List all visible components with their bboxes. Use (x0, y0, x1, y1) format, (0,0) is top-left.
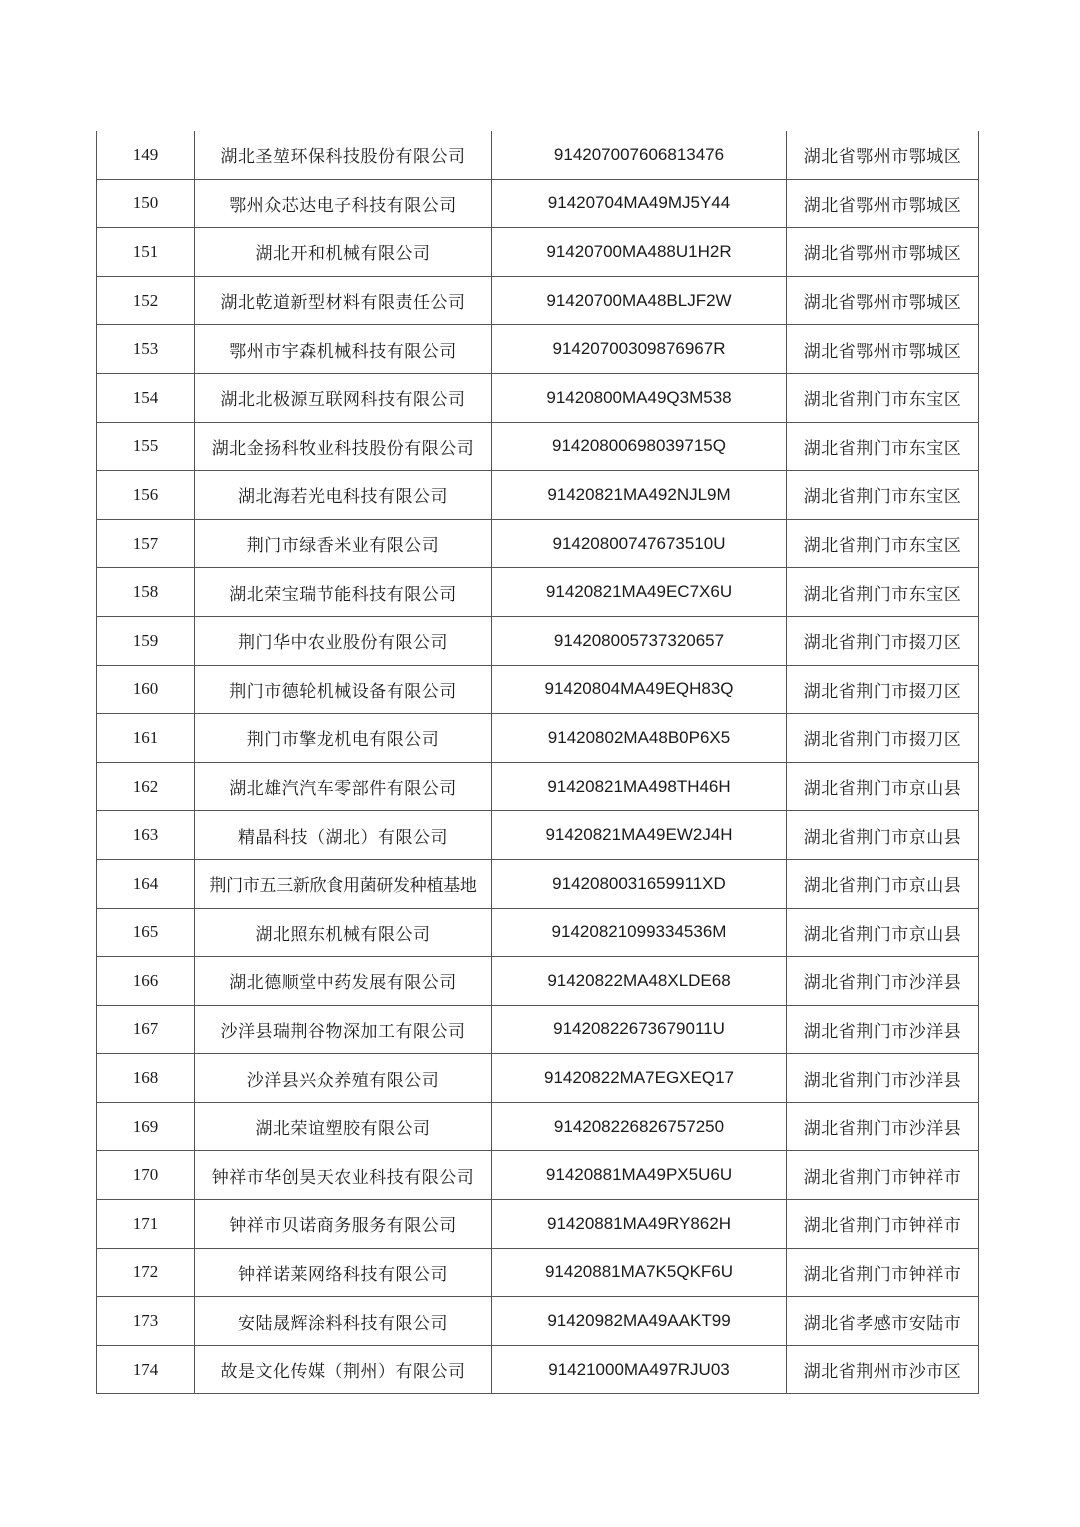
table-row (97, 1151, 979, 1200)
region-cell: 湖北省荆门市沙洋县 (787, 1005, 979, 1054)
region-cell: 湖北省荆门市京山县 (787, 908, 979, 957)
credit-code-cell: 91420881MA49PX5U6U (492, 1151, 787, 1200)
company-name-cell: 故是文化传媒（荆州）有限公司 (195, 1345, 492, 1394)
credit-code-cell: 91421000MA497RJU03 (492, 1345, 787, 1394)
company-name-cell: 荆门市绿香米业有限公司 (195, 519, 492, 568)
company-name-cell: 精晶科技（湖北）有限公司 (195, 811, 492, 860)
table-row (97, 276, 979, 325)
row-number-cell: 161 (97, 714, 195, 763)
credit-code-cell: 91420822673679011U (492, 1005, 787, 1054)
region-cell: 湖北省荆门市东宝区 (787, 519, 979, 568)
region-cell: 湖北省鄂州市鄂城区 (787, 228, 979, 277)
table-row (97, 1005, 979, 1054)
region-cell: 湖北省荆门市东宝区 (787, 568, 979, 617)
credit-code-cell: 91420822MA7EGXEQ17 (492, 1054, 787, 1103)
table-row (97, 228, 979, 277)
row-number-cell: 153 (97, 325, 195, 374)
company-name-cell: 沙洋县瑞荆谷物深加工有限公司 (195, 1005, 492, 1054)
region-cell: 湖北省荆门市掇刀区 (787, 616, 979, 665)
region-cell: 湖北省鄂州市鄂城区 (787, 276, 979, 325)
credit-code-cell: 91420700MA48BLJF2W (492, 276, 787, 325)
table-row (97, 1200, 979, 1249)
row-number-cell: 168 (97, 1054, 195, 1103)
company-name-cell: 荆门市德轮机械设备有限公司 (195, 665, 492, 714)
credit-code-cell: 91420822MA48XLDE68 (492, 957, 787, 1006)
region-cell: 湖北省荆门市掇刀区 (787, 714, 979, 763)
region-cell: 湖北省荆门市沙洋县 (787, 1102, 979, 1151)
company-name-cell: 钟祥市贝诺商务服务有限公司 (195, 1200, 492, 1249)
credit-code-cell: 91420704MA49MJ5Y44 (492, 179, 787, 228)
company-name-cell: 湖北雄汽汽车零部件有限公司 (195, 762, 492, 811)
row-number-cell: 169 (97, 1102, 195, 1151)
row-number-cell: 152 (97, 276, 195, 325)
row-number-cell: 162 (97, 762, 195, 811)
credit-code-cell: 91420821MA49EC7X6U (492, 568, 787, 617)
credit-code-cell: 91420821MA492NJL9M (492, 471, 787, 520)
table-row (97, 714, 979, 763)
table-row (97, 957, 979, 1006)
company-name-cell: 湖北海若光电科技有限公司 (195, 471, 492, 520)
credit-code-cell: 91420800747673510U (492, 519, 787, 568)
company-name-cell: 湖北荣宝瑞节能科技有限公司 (195, 568, 492, 617)
region-cell: 湖北省鄂州市鄂城区 (787, 179, 979, 228)
row-number-cell: 159 (97, 616, 195, 665)
company-list-table (96, 131, 979, 1394)
table-row (97, 811, 979, 860)
row-number-cell: 158 (97, 568, 195, 617)
region-cell: 湖北省荆门市沙洋县 (787, 957, 979, 1006)
table-row (97, 373, 979, 422)
table-row (97, 422, 979, 471)
region-cell: 湖北省荆门市东宝区 (787, 471, 979, 520)
row-number-cell: 166 (97, 957, 195, 1006)
company-name-cell: 钟祥市华创昊天农业科技有限公司 (195, 1151, 492, 1200)
company-name-cell: 荆门市五三新欣食用菌研发种植基地 (195, 859, 492, 908)
credit-code-cell: 91420804MA49EQH83Q (492, 665, 787, 714)
table-row (97, 665, 979, 714)
credit-code-cell: 914207007606813476 (492, 131, 787, 179)
row-number-cell: 164 (97, 859, 195, 908)
table-row (97, 179, 979, 228)
company-name-cell: 荆门市擎龙机电有限公司 (195, 714, 492, 763)
credit-code-cell: 91420881MA49RY862H (492, 1200, 787, 1249)
row-number-cell: 171 (97, 1200, 195, 1249)
company-name-cell: 荆门华中农业股份有限公司 (195, 616, 492, 665)
table-row (97, 325, 979, 374)
row-number-cell: 150 (97, 179, 195, 228)
credit-code-cell: 91420881MA7K5QKF6U (492, 1248, 787, 1297)
credit-code-cell: 91420821MA498TH46H (492, 762, 787, 811)
credit-code-cell: 91420800MA49Q3M538 (492, 373, 787, 422)
company-name-cell: 钟祥诺莱网络科技有限公司 (195, 1248, 492, 1297)
region-cell: 湖北省荆门市京山县 (787, 811, 979, 860)
credit-code-cell: 91420982MA49AAKT99 (492, 1297, 787, 1346)
credit-code-cell: 91420800698039715Q (492, 422, 787, 471)
table-row (97, 762, 979, 811)
credit-code-cell: 91420700309876967R (492, 325, 787, 374)
company-name-cell: 沙洋县兴众养殖有限公司 (195, 1054, 492, 1103)
row-number-cell: 163 (97, 811, 195, 860)
company-name-cell: 湖北北极源互联网科技有限公司 (195, 373, 492, 422)
table-row (97, 1345, 979, 1394)
row-number-cell: 173 (97, 1297, 195, 1346)
region-cell: 湖北省荆门市钟祥市 (787, 1151, 979, 1200)
table-row (97, 471, 979, 520)
company-name-cell: 湖北乾道新型材料有限责任公司 (195, 276, 492, 325)
credit-code-cell: 914208226826757250 (492, 1102, 787, 1151)
row-number-cell: 149 (97, 131, 195, 179)
table-row (97, 1102, 979, 1151)
row-number-cell: 172 (97, 1248, 195, 1297)
region-cell: 湖北省孝感市安陆市 (787, 1297, 979, 1346)
company-name-cell: 湖北金扬科牧业科技股份有限公司 (195, 422, 492, 471)
table-row (97, 568, 979, 617)
table-body (97, 131, 979, 1394)
region-cell: 湖北省荆州市沙市区 (787, 1345, 979, 1394)
company-name-cell: 湖北照东机械有限公司 (195, 908, 492, 957)
region-cell: 湖北省荆门市掇刀区 (787, 665, 979, 714)
table-row (97, 908, 979, 957)
company-name-cell: 湖北荣谊塑胶有限公司 (195, 1102, 492, 1151)
region-cell: 湖北省鄂州市鄂城区 (787, 131, 979, 179)
region-cell: 湖北省荆门市沙洋县 (787, 1054, 979, 1103)
credit-code-cell: 91420802MA48B0P6X5 (492, 714, 787, 763)
row-number-cell: 167 (97, 1005, 195, 1054)
company-name-cell: 湖北开和机械有限公司 (195, 228, 492, 277)
table-row (97, 519, 979, 568)
company-name-cell: 湖北圣堃环保科技股份有限公司 (195, 131, 492, 179)
company-name-cell: 鄂州众芯达电子科技有限公司 (195, 179, 492, 228)
company-name-cell: 湖北德顺堂中药发展有限公司 (195, 957, 492, 1006)
row-number-cell: 156 (97, 471, 195, 520)
region-cell: 湖北省荆门市钟祥市 (787, 1248, 979, 1297)
region-cell: 湖北省荆门市京山县 (787, 859, 979, 908)
table-row (97, 1054, 979, 1103)
row-number-cell: 155 (97, 422, 195, 471)
region-cell: 湖北省荆门市钟祥市 (787, 1200, 979, 1249)
row-number-cell: 160 (97, 665, 195, 714)
table-row (97, 1297, 979, 1346)
table-row (97, 131, 979, 179)
region-cell: 湖北省荆门市东宝区 (787, 373, 979, 422)
row-number-cell: 157 (97, 519, 195, 568)
table-row (97, 1248, 979, 1297)
company-name-cell: 安陆晟辉涂料科技有限公司 (195, 1297, 492, 1346)
region-cell: 湖北省荆门市东宝区 (787, 422, 979, 471)
region-cell: 湖北省鄂州市鄂城区 (787, 325, 979, 374)
credit-code-cell: 914208005737320657 (492, 616, 787, 665)
region-cell: 湖北省荆门市京山县 (787, 762, 979, 811)
credit-code-cell: 91420821MA49EW2J4H (492, 811, 787, 860)
row-number-cell: 154 (97, 373, 195, 422)
table-row (97, 616, 979, 665)
credit-code-cell: 91420700MA488U1H2R (492, 228, 787, 277)
row-number-cell: 174 (97, 1345, 195, 1394)
credit-code-cell: 914208210993345​36M (492, 908, 787, 957)
credit-code-cell: 9142080031659911XD (492, 859, 787, 908)
row-number-cell: 151 (97, 228, 195, 277)
table-row (97, 859, 979, 908)
row-number-cell: 170 (97, 1151, 195, 1200)
company-name-cell: 鄂州市宇森机械科技有限公司 (195, 325, 492, 374)
row-number-cell: 165 (97, 908, 195, 957)
